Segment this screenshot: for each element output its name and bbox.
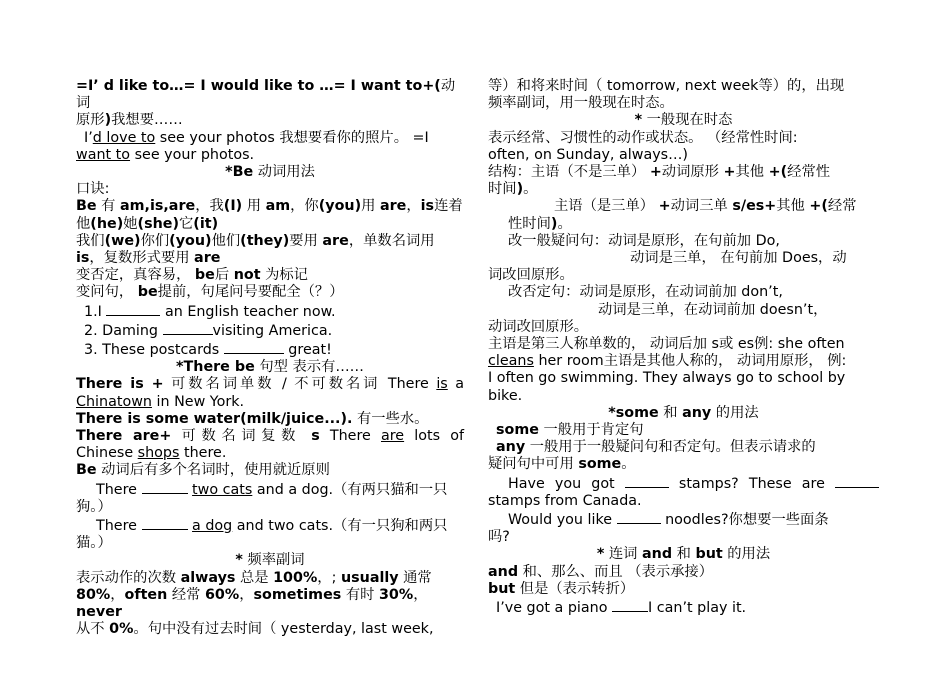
text-line [76,570,464,587]
text-segment: Chinatown [76,393,152,410]
text-line [488,198,879,215]
fill-in-blank [142,480,188,494]
text-line [488,546,879,563]
text-line [488,405,879,422]
text-line [488,284,879,301]
text-segment: see your photos. [130,146,255,163]
text-segment: 狗。） [76,498,112,515]
text-segment: 3. These postcards [84,342,224,359]
text-segment: ， [413,586,428,603]
text-segment: 变问句， [76,284,138,301]
text-line [488,493,879,510]
text-line [488,474,879,493]
text-segment: 时间 [488,181,517,198]
text-segment: shops [137,445,180,462]
text-segment: (you) [169,232,212,249]
text-segment: (you) [318,198,362,215]
text-segment: (they) [240,232,290,249]
text-segment: 为标记 [260,267,308,284]
text-segment: 1.I [84,303,107,320]
text-segment: great! [283,342,332,359]
text-line [76,587,464,621]
text-segment: 经常 [827,198,857,215]
text-segment: There [319,428,381,445]
text-line [488,439,879,456]
text-line [488,302,879,319]
text-segment: 连词 [604,546,643,563]
text-line [76,499,464,516]
text-segment: *There be [176,359,255,376]
text-segment: 。 [557,215,572,232]
text-segment: a [447,376,464,393]
text-segment: stamps? These are [668,475,835,492]
text-segment: 有一些水。 [352,410,429,427]
text-line [488,353,879,370]
text-segment: am,is,are [119,198,196,215]
text-segment: 有时 [341,586,379,603]
text-segment: not [233,267,261,284]
text-segment: there. [179,445,227,462]
fill-in-blank [625,474,669,488]
text-segment: Have you got [508,475,625,492]
text-segment: +( [768,164,788,181]
text-segment: 和、那么、而且 （表示承接） [518,563,714,580]
text-segment: There [96,518,142,535]
text-line [488,216,879,233]
text-segment: 连着 [434,198,463,215]
text-segment: + [723,164,736,181]
text-segment: 通常 [398,569,432,586]
text-line [76,411,464,428]
text-segment: 动词三单 [670,198,733,215]
text-segment: There is + [76,376,164,393]
fill-in-blank [106,302,160,316]
text-line [76,445,464,462]
text-segment: 改否定句：动词是原形，在动词前加 don’t, [508,284,783,301]
text-segment: ， [239,586,254,603]
text-line [76,233,464,250]
text-line [76,216,464,233]
text-segment: 吗? [488,529,510,546]
text-segment: be [194,267,215,284]
text-segment: some [578,456,622,473]
text-line [76,302,464,321]
text-segment: visiting America. [212,322,333,339]
text-segment: usually [340,569,399,586]
text-segment: 动词原形 [661,164,724,181]
fill-in-blank [617,510,661,524]
text-segment: ) [550,215,558,232]
text-segment: (we) [104,232,141,249]
text-segment: is [76,250,90,267]
left-column [76,78,464,639]
text-segment: I’ [84,129,93,146]
text-segment: 频率副词，用一般现在时态。 [488,95,674,112]
text-segment: There [96,481,142,498]
text-segment: noodles?你想要一些面条 [660,512,829,529]
text-segment: ，; [317,569,341,586]
text-line [76,284,464,301]
text-segment: 其他 [735,164,769,181]
text-segment: ，你 [290,198,319,215]
text-segment: two cats [192,481,253,498]
text-segment: + [649,164,662,181]
text-line [488,319,879,336]
text-segment: 他 [76,215,91,232]
text-line [76,359,464,376]
text-segment: 可数名词单数 / 不可数名词 There [163,376,437,393]
text-segment: any [496,439,526,456]
text-segment: never [76,604,122,621]
text-segment: and two cats.（有一只狗和两只 [232,518,448,535]
text-segment: ， [110,586,125,603]
text-line [76,78,464,112]
text-segment: I can’t play it. [648,600,747,617]
text-segment: are [379,198,407,215]
text-segment: I’ve got a piano [496,600,613,617]
text-segment: 原形 [76,112,105,129]
text-segment: 表示动作的次数 [76,569,181,586]
text-line [488,233,879,250]
text-line [76,516,464,535]
text-line [488,78,879,95]
text-segment: 从不 [76,621,110,638]
text-segment: cleans [488,353,534,370]
text-segment: and a dog.（有两只猫和一只 [252,481,448,498]
text-segment: s [311,428,320,445]
text-segment: are [380,428,405,445]
text-line [76,621,464,638]
text-segment: +( [809,198,828,215]
text-segment: 动词改回原形。 [488,318,589,335]
text-segment: *Be [225,164,254,181]
text-segment: 口诀: [76,181,110,198]
text-segment: is [420,198,435,215]
text-line [488,250,879,267]
text-segment: 经常性 [787,164,831,181]
text-line [488,181,879,198]
text-segment: I often go swimming. They always go to school by bike. [488,370,846,404]
text-segment: lots of [404,428,464,445]
text-segment: Be [76,462,97,479]
text-segment: 总是 [235,569,274,586]
text-segment: There is some water(milk/juice...). [76,410,353,427]
text-segment: 动词 [76,78,456,112]
text-line [76,428,464,445]
text-segment: 的用法 [722,546,771,563]
right-column [488,78,879,617]
text-segment: (he) [90,215,124,232]
text-segment: an English teacher now. [160,303,336,320]
text-segment: 频率副词 [242,552,305,569]
text-segment: 2. Daming [84,322,163,339]
text-segment: 动词用法 [253,164,315,181]
text-line [76,321,464,340]
text-segment: are [322,232,349,249]
text-segment: 60% [204,586,240,603]
text-segment: 80% [76,586,111,603]
text-segment: 结构：主语（不是三单） [488,164,650,181]
text-segment: 30% [378,586,414,603]
text-segment: 但是（表示转折） [515,580,635,597]
text-segment: some [496,422,539,439]
text-segment: 我想要…… [111,112,183,129]
text-line [488,267,879,284]
text-segment: see your photos 我想要看你的照片。 =I [155,129,429,146]
text-segment: 猫。） [76,535,112,552]
text-segment: are [194,250,221,267]
text-segment: 100% [273,569,318,586]
text-segment: ，我 [195,198,224,215]
text-line [76,198,464,215]
text-line [488,529,879,546]
text-line [488,581,879,598]
text-line [76,340,464,359]
text-segment: 动词是三单， 在句前加 Does，动 [630,250,847,267]
text-segment: but [488,580,516,597]
text-segment: * [634,112,643,129]
text-line [76,181,464,198]
text-segment: There are+ [76,428,172,445]
text-segment: 她 [123,215,138,232]
text-segment: 他们 [211,232,241,249]
text-segment: 一般用于肯定句 [538,422,644,439]
text-segment: ) [516,181,524,198]
text-segment: a dog [192,518,233,535]
text-segment: =I’ d like to…= I would like to …= I want to+( [76,78,441,94]
text-segment: d love to [92,129,156,146]
text-line [488,510,879,529]
text-line [76,250,464,267]
text-segment: 的用法 [711,404,759,421]
text-segment: 用 [242,198,266,215]
text-segment: *some [608,404,659,421]
text-segment: 提前，句尾问号要配全（？） [157,284,344,301]
text-segment: 。 [621,456,636,473]
text-segment: 等）和将来时间（ tomorrow, next week等）的，出现 [488,78,845,94]
text-segment: and [488,563,519,580]
text-segment: 要用 [289,232,323,249]
text-line [76,267,464,284]
text-line [488,370,879,404]
text-segment: 有 [96,198,120,215]
text-segment: 疑问句中可用 [488,456,579,473]
text-segment: * [235,552,243,569]
text-line [76,462,464,479]
text-segment: 表示经常、习惯性的动作或状态。 （经常性时间: [488,129,798,146]
text-segment: 动词是三单，在动词前加 doesn’t， [598,301,828,318]
text-segment: ， [406,198,421,215]
text-segment: is [436,376,448,393]
text-segment: 主语是第三人称单数的， 动词后加 s或 es例: she often [488,336,845,353]
text-line [76,164,464,181]
text-segment: 改一般疑问句：动词是原形，在句前加 Do, [508,232,780,249]
text-segment: her room主语是其他人称的， 动词用原形， 例: [533,353,847,370]
text-line [76,535,464,552]
text-segment: 经常 [167,586,205,603]
text-line [76,394,464,411]
text-line [76,147,464,164]
text-segment: in New York. [151,393,245,410]
text-segment: ，复数形式要用 [89,250,195,267]
text-segment: 词改回原形。 [488,267,574,284]
text-segment: any [682,404,712,421]
text-segment: 一般现在时态 [642,112,733,129]
text-line [488,95,879,112]
text-segment: often [124,586,168,603]
fill-in-blank [835,474,879,488]
text-segment: want to [76,146,131,163]
text-segment: (she) [137,215,179,232]
text-segment: 性时间 [508,215,551,232]
fill-in-blank [163,321,213,335]
text-segment: Chinese [76,445,138,462]
text-segment: Would you like [508,512,617,529]
text-segment: and [642,546,673,563]
text-line [488,422,879,439]
text-line [76,552,464,569]
text-line [488,164,879,181]
text-segment: 后 [214,267,234,284]
text-line [488,112,879,129]
text-segment: often, on Sunday, always…) [488,146,688,163]
text-line [488,598,879,617]
text-line [488,456,879,473]
text-segment: 你们 [140,232,170,249]
text-segment: 用 [361,198,380,215]
text-segment: (it) [193,215,219,232]
text-segment: 其他 [776,198,810,215]
text-segment: sometimes [253,586,342,603]
text-line [76,376,464,393]
text-segment: ，单数名词用 [348,232,435,249]
text-line [76,112,464,129]
text-line [488,564,879,581]
fill-in-blank [224,340,284,354]
text-segment: (I) [223,198,243,215]
text-segment: * [596,546,605,563]
text-segment: 一般用于一般疑问句和否定句。但表示请求的 [525,439,816,456]
text-line [76,130,464,147]
text-segment: am [265,198,291,215]
text-segment: 它 [179,215,194,232]
text-segment: 和 [672,546,696,563]
text-segment: 可数名词复数 [171,428,312,445]
text-segment: 主语（是三单） [554,198,659,215]
text-line [488,336,879,353]
text-segment: s/es+ [732,198,777,215]
text-segment: 句型 表示有…… [254,359,364,376]
text-segment: 0% [109,621,134,638]
text-segment: 我们 [76,232,105,249]
text-segment: Be [76,198,97,215]
text-segment: 。句中没有过去时间（ yesterday, last week, [133,621,434,638]
text-segment: stamps from Canada. [488,492,642,509]
text-segment: 和 [658,404,683,421]
text-segment: always [180,569,236,586]
text-segment: ) [104,112,112,129]
text-line [76,480,464,499]
text-segment: 。 [523,181,538,198]
text-segment: but [695,546,723,563]
fill-in-blank [142,516,188,530]
text-segment: 变否定，真容易， [76,267,195,284]
text-line [488,130,879,147]
text-segment: + [658,198,671,215]
text-line [488,147,879,164]
text-segment: be [137,284,158,301]
fill-in-blank [612,598,648,612]
text-segment: 动词后有多个名词时，使用就近原则 [96,462,330,479]
